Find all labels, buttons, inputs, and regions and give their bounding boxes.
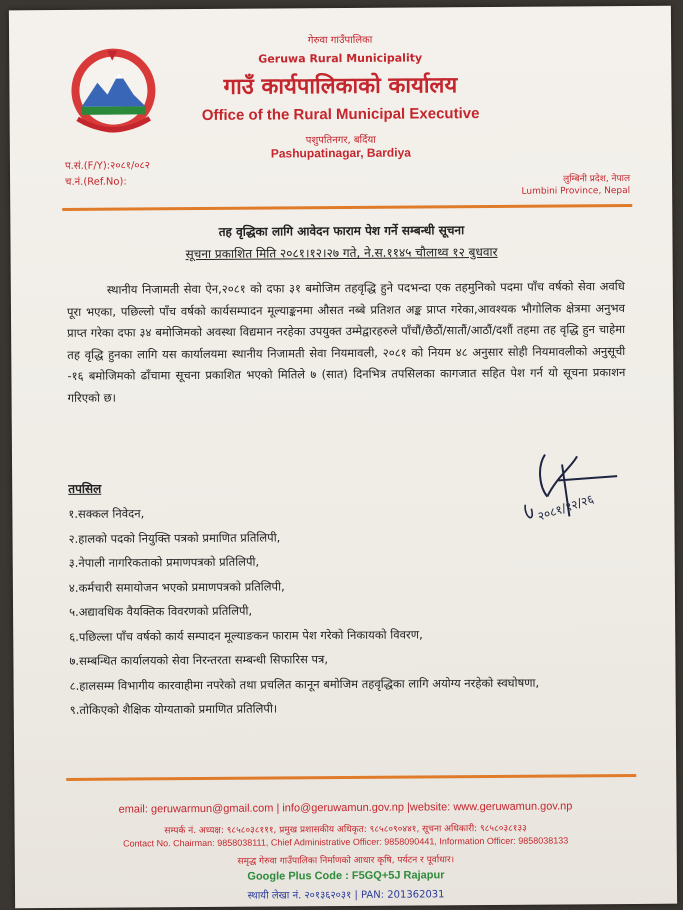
annex-item: ६.पछिल्ला पाँच वर्षको कार्य सम्पादन मूल्याङकन फाराम पेश गरेको निकायको विवरण,: [69, 626, 423, 644]
footer-motto: समृद्ध गेरुवा गाउँपालिका निर्माणको आधार कृषि, पर्यटन र पूर्वाधार।: [237, 855, 455, 867]
annex-item: २.हालको पदको नियुक्ति पत्रको प्रमाणित प्रतिलिपी,: [68, 529, 281, 546]
fiscal-year: प.सं.(F/Y):२०८१/०८२: [64, 160, 150, 172]
place-en: Pashupatinagar, Bardiya: [270, 145, 411, 161]
notice-date: [11, 242, 673, 264]
place-np: पशुपतिनगर, बर्दिया: [305, 134, 376, 147]
annex-item: ७.सम्बन्धित कार्यालयको सेवा निरन्तरता सम्बन्धी सिफारिस पत्र,: [69, 652, 329, 668]
reference-number: च.नं.(Ref.No):: [65, 176, 127, 188]
municipality-name-en: Geruwa Rural Municipality: [258, 51, 423, 66]
annex-list: [68, 498, 635, 722]
footer-contact-en: Contact No. Chairman: 9858038111, Chief Administrative Officer: 9858090441, Information Officer: 9858038133: [123, 835, 569, 849]
footer-plus-code: Google Plus Code : F5GQ+5J Rajapur: [247, 869, 445, 883]
notice-date-text: सूचना प्रकाशित मिति २०८१।१२।२७ गते, ने.स.११४५ चौलाथ्व १२ बुधवार: [185, 244, 498, 262]
footer-pan: स्थायी लेखा नं. २०१३६२०३१ | PAN: 201362031: [247, 889, 445, 902]
notice-title: तह वृद्धिका लागि आवेदन फाराम पेश गर्ने सम्बन्धी सूचना: [218, 223, 465, 239]
notice-body: स्थानीय निजामती सेवा ऐन,२०८१ को दफा ३१ बमोजिम तहवृद्धि हुने पदभन्दा एक तहमुनिको पदमा पाँच वर्षको सेवा अवधि पूरा भएका, पछिल्लो पाँच वर्षको कार्यसम्पादन मूल्याङ्कनमा औसत नब्बे प्रतिशत अङ्क प्राप्त गरेका,आवश्यक भौगोलिक क्षेत्रमा अनुभव प्राप्त गरेका दफा ३४ बमोजिमको अवस्था विद्यमान नरहेका उपयुक्त उम्मेद्वारहरुले पाँचौं/छैठौं/सातौं/आठौं/दशौं तहमा तह वृद्धि हुन चाहेमा तह वृद्धि हुनका लागि यस कार्यालयमा स्थानीय निजामती सेवा नियमावली, २०८१ को नियम ४८ अनुसार सोही नियमावलीको अनुसूची -१६ बमोजिमको ढाँचामा सूचना प्रकाशित भएको मितिले ७ (सात) दिनभित्र तपसिलका कागजात सहित पेश गर्न यो सूचना प्रकाशन गरिएको छ।: [66, 279, 626, 405]
annex-item: ४.कर्मचारी समायोजन भएको प्रमाणपत्रको प्रतिलिपी,: [68, 578, 285, 595]
office-name-en: Office of the Rural Municipal Executive: [201, 105, 480, 124]
annex-item: ९.तोकिएको शैक्षिक योग्यताको प्रमाणित प्रतिलिपी।: [69, 701, 278, 717]
annex-item: ३.नेपाली नागरिकताको प्रमाणपत्रको प्रतिलिपी,: [68, 554, 260, 570]
annex-title: तपसिल: [68, 481, 102, 496]
annex-item: ५.अद्यावधिक वैयक्तिक विवरणको प्रतिलिपी,: [69, 603, 253, 619]
footer-email-website: email: geruwarmun@gmail.com | info@geruwamun.gov.np |website: www.geruwamun.gov.np: [118, 800, 573, 816]
header-divider: [62, 204, 632, 211]
province-np: लुम्बिनी प्रदेश, नेपाल: [563, 173, 631, 185]
signature-date: २०८१/१२/२६: [535, 491, 596, 524]
office-name-np: गाउँ कार्यपालिकाको कार्यालय: [223, 73, 458, 100]
footer-divider: [66, 774, 636, 781]
municipality-name-np: गेरुवा गाउँपालिका: [307, 34, 373, 47]
annex-item: १.सक्कल निवेदन,: [68, 506, 145, 521]
footer-contact-np: सम्पर्क नं. अध्यक्ष: ९८५८०३८१११, प्रमुख प्रशासकीय अधिकृत: ९८५८०९०४४१, सूचना अधिकारी: ९८५८०३८१३३: [164, 823, 527, 837]
annex-item: ८.हालसम्म विभागीय कारवाहीमा नपरेको तथा प्रचलित कानून बमोजिम तहवृद्धिका लागि अयोग्य नरहेको स्वघोषणा,: [69, 675, 540, 693]
province-en: Lumbini Province, Nepal: [521, 185, 631, 197]
letter-page: [9, 6, 677, 909]
